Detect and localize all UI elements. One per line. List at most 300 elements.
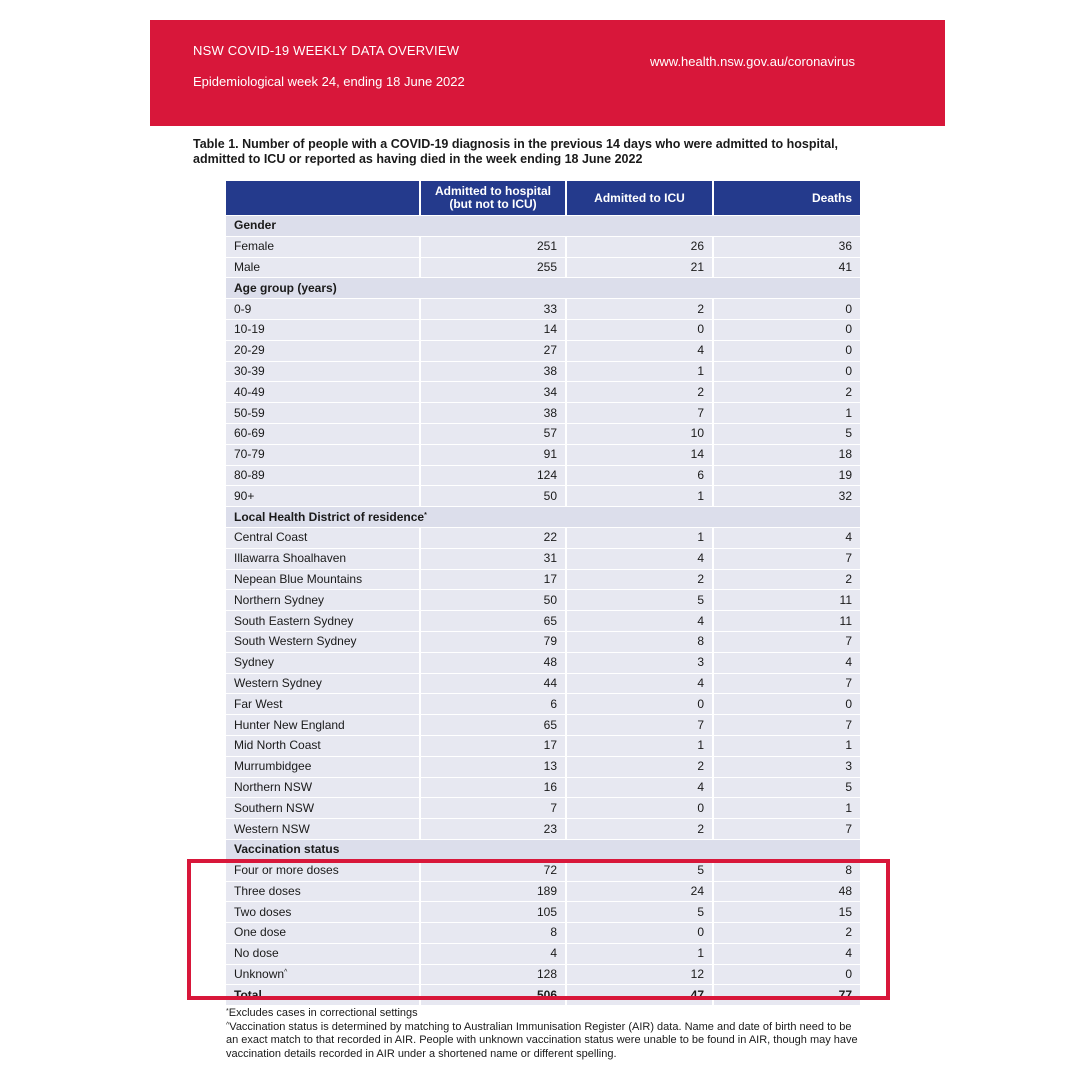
icu-count [566, 881, 713, 902]
hospital-count-value: 91 [543, 447, 557, 462]
deaths-count-value: 0 [845, 967, 852, 982]
icu-count-value: 0 [697, 925, 704, 940]
table-row [226, 964, 860, 985]
hospital-count [420, 715, 566, 736]
row-label [226, 819, 420, 840]
hospital-count [420, 423, 566, 444]
deaths-count-value: 36 [838, 239, 852, 254]
icu-count [566, 985, 713, 1005]
table-row [226, 319, 860, 340]
deaths-count-value: 41 [838, 259, 852, 274]
icu-count-value: 2 [697, 301, 704, 316]
row-label-value: No dose [234, 946, 279, 961]
table-row [226, 340, 860, 361]
icu-count-value: 10 [690, 426, 704, 441]
table-row [226, 631, 860, 652]
hospital-count [420, 819, 566, 840]
hospital-count [420, 694, 566, 715]
icu-count-value: 4 [697, 779, 704, 794]
table-caption-line2: admitted to ICU or reported as having died in the week ending 18 June 2022 [193, 152, 643, 166]
footnote-2-text: Vaccination status is determined by matching to Australian Immunisation Register (AIR) data. Name and date of birth need to be an exact match to that recorded in AIR. People with unknown vaccination status were unable to be found in AIR, though may have vaccination details recorded in AIR under a shortened name or different spelling. [226, 1020, 858, 1060]
icu-count-value: 2 [697, 571, 704, 586]
header-hospital [420, 181, 566, 216]
footnote-2: ^Vaccination status is determined by matching to Australian Immunisation Register (AIR) data. Name and date of birth need to be an exact match to that recorded in AIR. People with unknown vaccination status were unable to be found in AIR, though may have vaccination details recorded in AIR under a shortened name or different spelling. [226, 1020, 858, 1060]
deaths-count [713, 257, 860, 278]
icu-count-value: 4 [697, 675, 704, 690]
hospital-count-value: 34 [543, 384, 557, 399]
row-label [226, 527, 420, 548]
hospital-count [420, 777, 566, 798]
hospital-count-value: 31 [543, 551, 557, 566]
row-label-value: 50-59 [234, 405, 265, 420]
table-row [226, 403, 860, 424]
row-label [226, 652, 420, 673]
icu-count [566, 486, 713, 507]
table-caption-line1: Table 1. Number of people with a COVID-19 diagnosis in the previous 14 days who were admitted to hospital, [193, 137, 839, 151]
table-row [226, 819, 860, 840]
deaths-count-value: 7 [845, 821, 852, 836]
icu-count [566, 257, 713, 278]
hospital-count-value: 6 [550, 696, 557, 711]
row-label-value: Three doses [234, 883, 301, 898]
icu-count [566, 756, 713, 777]
hospital-count-value: 128 [536, 967, 557, 982]
deaths-count [713, 361, 860, 382]
icu-count [566, 444, 713, 465]
icu-count [566, 964, 713, 985]
table-row [226, 777, 860, 798]
footnote-1-text: Excludes cases in correctional settings [228, 1007, 418, 1019]
deaths-count-value: 5 [845, 779, 852, 794]
table-row [226, 257, 860, 278]
deaths-count-value: 7 [845, 675, 852, 690]
hospital-count [420, 611, 566, 632]
table-row [226, 652, 860, 673]
table-row [226, 423, 860, 444]
row-label [226, 902, 420, 923]
deaths-count [713, 444, 860, 465]
row-label [226, 257, 420, 278]
row-label-value: 60-69 [234, 426, 265, 441]
section-label: Gender [226, 216, 860, 237]
table-row [226, 465, 860, 486]
icu-count [566, 548, 713, 569]
icu-count-value: 3 [697, 655, 704, 670]
table-header-row [226, 181, 860, 216]
deaths-count-value: 1 [845, 800, 852, 815]
row-label [226, 881, 420, 902]
row-label [226, 923, 420, 944]
row-label [226, 943, 420, 964]
hospital-count [420, 444, 566, 465]
deaths-count-value: 15 [838, 904, 852, 919]
icu-count [566, 777, 713, 798]
row-label-value: 40-49 [234, 384, 265, 399]
deaths-count [713, 652, 860, 673]
hospital-count-value: 38 [543, 405, 557, 420]
icu-count-value: 1 [697, 530, 704, 545]
icu-count [566, 403, 713, 424]
hospital-count [420, 631, 566, 652]
table-row-total [226, 985, 860, 1005]
table-row [226, 361, 860, 382]
hospital-count-value: 65 [543, 717, 557, 732]
hospital-count [420, 319, 566, 340]
section-label: Local Health District of residence* [226, 507, 860, 528]
header-label-cell [226, 181, 420, 216]
deaths-count-value: 7 [845, 634, 852, 649]
row-label [226, 590, 420, 611]
hospital-count-value: 105 [536, 904, 557, 919]
hospital-count-value: 189 [536, 883, 557, 898]
hospital-count [420, 964, 566, 985]
row-label [226, 694, 420, 715]
icu-count-value: 7 [697, 405, 704, 420]
row-label-value: Murrumbidgee [234, 759, 312, 774]
hospital-count [420, 236, 566, 257]
icu-count-value: 0 [697, 696, 704, 711]
deaths-count-value: 32 [838, 488, 852, 503]
deaths-count [713, 735, 860, 756]
row-label-value: Central Coast [234, 530, 308, 545]
deaths-count [713, 798, 860, 819]
icu-count [566, 423, 713, 444]
deaths-count-value: 5 [845, 426, 852, 441]
deaths-count-value: 7 [845, 551, 852, 566]
hospital-count [420, 673, 566, 694]
hospital-count [420, 735, 566, 756]
icu-count [566, 860, 713, 881]
row-label [226, 340, 420, 361]
deaths-count-value: 11 [839, 592, 852, 607]
hospital-count [420, 403, 566, 424]
table-row [226, 881, 860, 902]
deaths-count [713, 527, 860, 548]
section-row-gender [226, 216, 860, 237]
deaths-count [713, 923, 860, 944]
icu-count-value: 4 [697, 551, 704, 566]
icu-count [566, 735, 713, 756]
table-caption [193, 137, 913, 167]
icu-count [566, 382, 713, 403]
icu-count-value: 14 [690, 447, 704, 462]
icu-count [566, 715, 713, 736]
icu-count [566, 652, 713, 673]
table-row [226, 860, 860, 881]
section-label-text: Local Health District of residence [234, 509, 425, 524]
deaths-count [713, 423, 860, 444]
row-label [226, 798, 420, 819]
table-row [226, 548, 860, 569]
icu-count-value: 7 [697, 717, 704, 732]
deaths-count-value: 1 [845, 738, 852, 753]
hospital-count [420, 382, 566, 403]
hospital-count [420, 465, 566, 486]
table-row [226, 486, 860, 507]
deaths-count-value: 77 [838, 987, 852, 1002]
hospital-count-value: 57 [543, 426, 557, 441]
table-row [226, 902, 860, 923]
row-label-value: Sydney [234, 655, 275, 670]
row-label [226, 465, 420, 486]
row-label-value: Western NSW [234, 821, 310, 836]
deaths-count [713, 881, 860, 902]
hospital-count-value: 23 [543, 821, 557, 836]
table-row [226, 673, 860, 694]
deaths-count-value: 19 [838, 467, 852, 482]
row-label [226, 715, 420, 736]
hospital-count-value: 48 [543, 655, 557, 670]
hospital-count-value: 506 [536, 987, 557, 1002]
icu-count-value: 0 [697, 800, 704, 815]
icu-count-value: 47 [690, 987, 704, 1002]
header-hospital-line2: (but not to ICU) [449, 197, 537, 211]
row-label-value: Illawarra Shoalhaven [234, 551, 347, 566]
icu-count [566, 340, 713, 361]
row-label-value: One dose [234, 925, 287, 940]
header-deaths: Deaths [713, 181, 860, 216]
icu-count-value: 0 [697, 322, 704, 337]
hospital-count-value: 8 [550, 925, 557, 940]
hospital-count-value: 14 [543, 322, 557, 337]
deaths-count-value: 0 [845, 363, 852, 378]
hospital-count-value: 27 [543, 343, 557, 358]
table-row [226, 382, 860, 403]
deaths-count-value: 0 [845, 696, 852, 711]
deaths-count [713, 694, 860, 715]
hospital-count-value: 50 [543, 488, 557, 503]
icu-count-value: 8 [697, 634, 704, 649]
row-label [226, 548, 420, 569]
icu-count-value: 26 [690, 239, 704, 254]
row-label-value: Northern Sydney [234, 592, 325, 607]
table-row [226, 943, 860, 964]
deaths-count [713, 902, 860, 923]
table-row [226, 590, 860, 611]
row-label [226, 673, 420, 694]
deaths-count [713, 943, 860, 964]
deaths-count-value: 4 [845, 655, 852, 670]
icu-count [566, 673, 713, 694]
hospital-count [420, 860, 566, 881]
deaths-count-value: 7 [845, 717, 852, 732]
row-label-value: 30-39 [234, 363, 265, 378]
icu-count [566, 902, 713, 923]
row-label [226, 319, 420, 340]
deaths-count [713, 465, 860, 486]
icu-count [566, 923, 713, 944]
table-row [226, 236, 860, 257]
hospital-count-value: 124 [536, 467, 557, 482]
website-url: www.health.nsw.gov.au/coronavirus [650, 54, 855, 69]
icu-count [566, 694, 713, 715]
row-label [226, 777, 420, 798]
icu-count [566, 569, 713, 590]
hospital-count [420, 569, 566, 590]
table-row [226, 735, 860, 756]
row-label-value: 80-89 [234, 467, 265, 482]
table-row [226, 798, 860, 819]
deaths-count [713, 631, 860, 652]
row-label [226, 631, 420, 652]
section-row-vaccination [226, 839, 860, 860]
row-label-value: 0-9 [234, 301, 252, 316]
row-label-value: Western Sydney [234, 675, 322, 690]
row-label-value: 10-19 [234, 322, 265, 337]
row-label-value: Far West [234, 696, 283, 711]
hospital-count-value: 17 [543, 738, 557, 753]
section-row-lhd [226, 507, 860, 528]
header-hospital-line1: Admitted to hospital [435, 184, 551, 198]
row-label [226, 361, 420, 382]
deaths-count [713, 319, 860, 340]
deaths-count [713, 715, 860, 736]
icu-count [566, 361, 713, 382]
icu-count [566, 798, 713, 819]
section-row-age [226, 278, 860, 299]
deaths-count [713, 964, 860, 985]
icu-count [566, 527, 713, 548]
deaths-count [713, 236, 860, 257]
icu-count [566, 299, 713, 320]
deaths-count [713, 777, 860, 798]
hospital-count [420, 943, 566, 964]
icu-count [566, 631, 713, 652]
table-row [226, 444, 860, 465]
deaths-count [713, 486, 860, 507]
hospital-count [420, 923, 566, 944]
row-label [226, 985, 420, 1005]
icu-count [566, 236, 713, 257]
deaths-count-value: 2 [845, 384, 852, 399]
row-label-value: Nepean Blue Mountains [234, 571, 363, 586]
icu-count-value: 1 [697, 946, 704, 961]
hospital-count-value: 65 [543, 613, 557, 628]
row-label-value: South Eastern Sydney [234, 613, 354, 628]
deaths-count-value: 3 [845, 759, 852, 774]
deaths-count [713, 590, 860, 611]
hospital-count-value: 251 [536, 239, 557, 254]
deaths-count [713, 569, 860, 590]
deaths-count-value: 1 [845, 405, 852, 420]
hospital-count-value: 17 [543, 571, 557, 586]
deaths-count [713, 611, 860, 632]
hospital-count [420, 361, 566, 382]
row-label [226, 860, 420, 881]
deaths-count [713, 860, 860, 881]
row-label [226, 444, 420, 465]
icu-count-value: 1 [697, 363, 704, 378]
section-label: Vaccination status [226, 839, 860, 860]
hospital-count [420, 798, 566, 819]
hospital-count-value: 255 [536, 259, 557, 274]
deaths-count [713, 985, 860, 1005]
hospital-count [420, 257, 566, 278]
icu-count [566, 465, 713, 486]
hospital-count [420, 340, 566, 361]
hospital-count [420, 527, 566, 548]
hospital-count-value: 50 [543, 592, 557, 607]
table-row [226, 923, 860, 944]
icu-count-value: 6 [697, 467, 704, 482]
icu-count [566, 943, 713, 964]
deaths-count [713, 340, 860, 361]
icu-count [566, 819, 713, 840]
row-label-value: South Western Sydney [234, 634, 357, 649]
row-label-value: Southern NSW [234, 800, 315, 815]
hospital-count [420, 881, 566, 902]
deaths-count-value: 0 [845, 301, 852, 316]
icu-count-value: 5 [697, 592, 704, 607]
table-row [226, 569, 860, 590]
deaths-count [713, 673, 860, 694]
hospital-count [420, 902, 566, 923]
icu-count-value: 4 [697, 613, 704, 628]
hospital-count-value: 33 [543, 301, 557, 316]
row-label [226, 403, 420, 424]
row-label-value: 20-29 [234, 343, 265, 358]
icu-count [566, 590, 713, 611]
hospital-count-value: 79 [543, 634, 557, 649]
row-label-value: Four or more doses [234, 863, 339, 878]
hospital-count [420, 985, 566, 1005]
row-label-value: Hunter New England [234, 717, 345, 732]
deaths-count [713, 548, 860, 569]
footnotes [226, 1007, 866, 1061]
report-title: NSW COVID-19 WEEKLY DATA OVERVIEW [193, 43, 460, 58]
icu-count-value: 5 [697, 863, 704, 878]
icu-count-value: 24 [690, 883, 704, 898]
deaths-count-value: 8 [845, 863, 852, 878]
row-label-value: 90+ [234, 488, 255, 503]
table-row [226, 527, 860, 548]
footnote-1: *Excludes cases in correctional settings [226, 1007, 418, 1019]
icu-count-value: 1 [697, 488, 704, 503]
deaths-count [713, 382, 860, 403]
icu-count-value: 1 [697, 738, 704, 753]
hospital-count-value: 13 [543, 759, 557, 774]
deaths-count [713, 756, 860, 777]
deaths-count [713, 819, 860, 840]
row-label-value: Northern NSW [234, 779, 313, 794]
table-row [226, 694, 860, 715]
table-row [226, 299, 860, 320]
icu-count-value: 2 [697, 384, 704, 399]
deaths-count-value: 2 [845, 571, 852, 586]
hospital-count-value: 72 [543, 863, 557, 878]
hospital-count [420, 756, 566, 777]
hospital-count-value: 38 [543, 363, 557, 378]
hospital-count [420, 548, 566, 569]
table-row [226, 611, 860, 632]
deaths-count-value: 48 [838, 883, 852, 898]
icu-count-value: 5 [697, 904, 704, 919]
hospital-count [420, 299, 566, 320]
deaths-count [713, 403, 860, 424]
row-label [226, 735, 420, 756]
covid-data-table [226, 181, 860, 1005]
row-label-value: Male [234, 259, 261, 274]
row-label-value: Unknown [234, 967, 285, 982]
icu-count-value: 2 [697, 821, 704, 836]
row-label [226, 611, 420, 632]
row-label [226, 486, 420, 507]
row-label-value: Total [234, 987, 262, 1002]
hospital-count-value: 7 [550, 800, 557, 815]
report-subtitle: Epidemiological week 24, ending 18 June 2022 [193, 74, 465, 89]
deaths-count-value: 2 [845, 925, 852, 940]
row-label-value: Female [234, 239, 275, 254]
